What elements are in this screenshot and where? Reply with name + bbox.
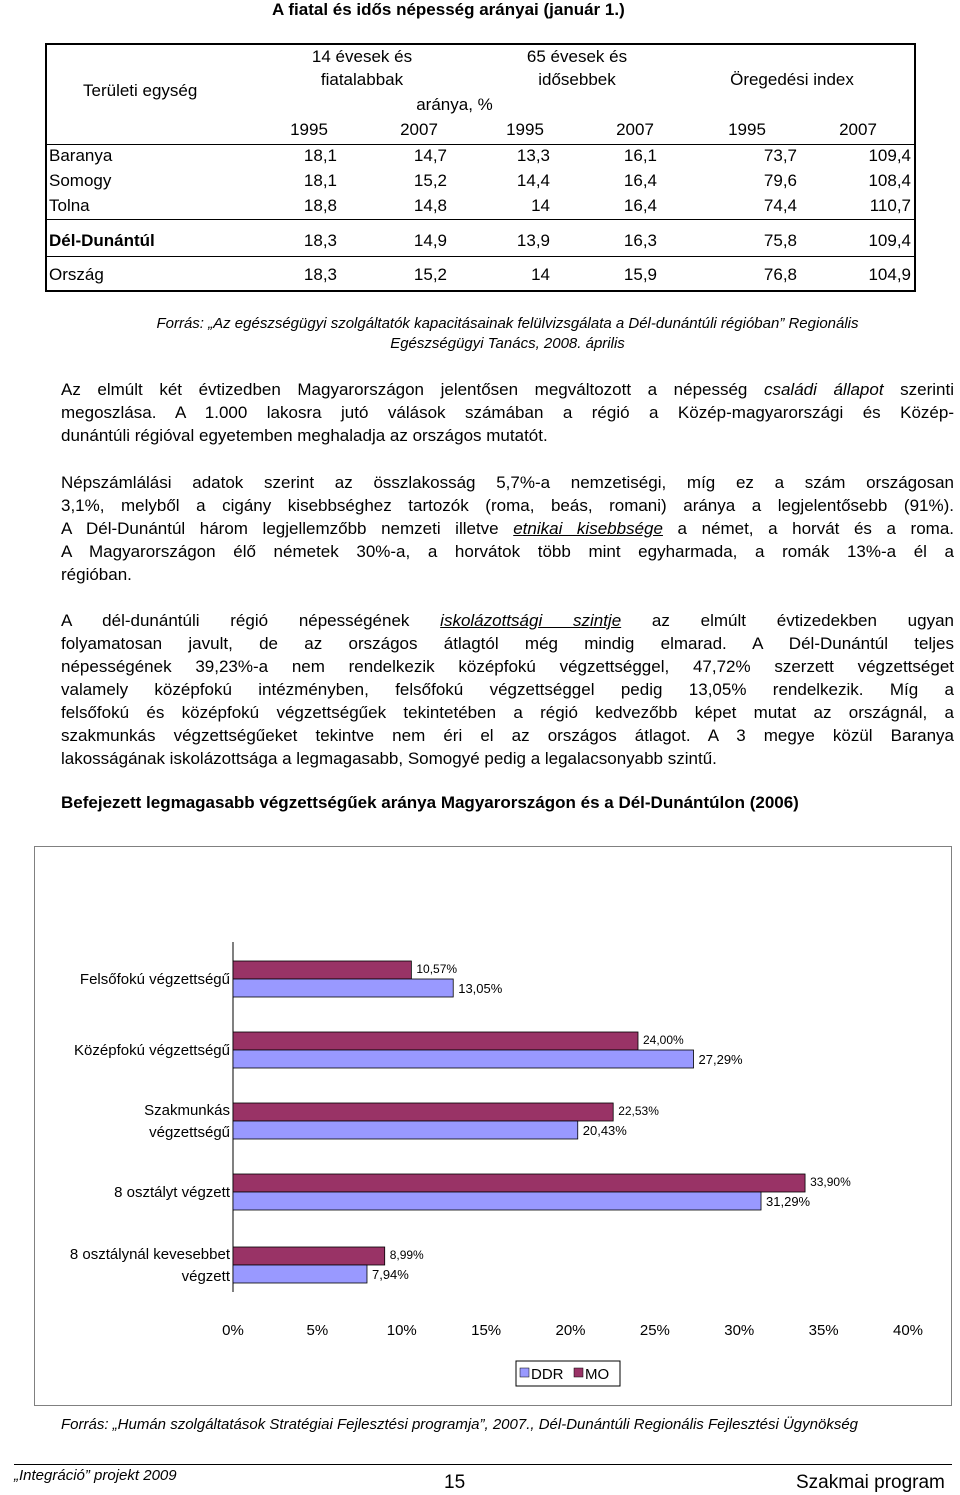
paragraph-marital <box>61 378 954 447</box>
bar-ddr <box>233 1265 367 1283</box>
year-header: 2007 <box>839 120 877 139</box>
x-tick-label: 5% <box>306 1322 329 1339</box>
table-cell: 110,7 <box>869 196 911 215</box>
col-group-2-line1: 65 évesek és <box>526 47 628 66</box>
table-cell: 18,1 <box>303 146 337 165</box>
data-label-ddr: 20,43% <box>582 1123 627 1138</box>
x-tick-label: 20% <box>555 1322 586 1339</box>
table-cell: 13,9 <box>516 231 550 250</box>
table-cell: 15,2 <box>413 171 447 190</box>
chart-heading: Befejezett legmagasabb végzettségűek aránya Magyarországon és a Dél-Dunántúlon (2006) <box>61 793 799 812</box>
year-header: 1995 <box>290 120 328 139</box>
table-cell: 14,7 <box>413 146 447 165</box>
text-line: 3,1%, melyből a cigány kisebbséghez tartozók (roma, beás, romani) aránya a legjelentősebb (91%). <box>61 496 954 515</box>
text-line: valamely középfokú intézményben, felsőfokú végzettséggel pedig 13,05% rendelkezik. Míg a <box>61 680 954 699</box>
bar-ddr <box>233 1050 694 1068</box>
row-label: Baranya <box>49 146 113 165</box>
chart-canvas <box>35 847 951 1405</box>
year-header: 2007 <box>616 120 654 139</box>
table-cell: 16,4 <box>623 171 657 190</box>
text-line: Népszámlálási adatok szerint az összlakosság 5,7%-a nemzetiségi, míg ez a szám országosan <box>61 473 954 492</box>
data-label-mo: 22,53% <box>618 1104 659 1118</box>
table-cell: 109,4 <box>868 231 911 250</box>
bar-mo <box>233 1174 805 1192</box>
data-label-ddr: 13,05% <box>458 981 503 996</box>
bar-ddr <box>233 1192 761 1210</box>
category-label: 8 osztálynál kevesebbet <box>69 1246 230 1263</box>
legend-swatch <box>574 1368 583 1377</box>
category-label: Felsőfokú végzettségű <box>79 971 230 988</box>
data-label-ddr: 27,29% <box>698 1052 743 1067</box>
col-group-1-line1: 14 évesek és <box>311 47 413 66</box>
bar-mo <box>233 1247 385 1265</box>
table-cell: 13,3 <box>516 146 550 165</box>
subheader: aránya, % <box>416 95 493 114</box>
text-line: népességének 39,23%-a nem rendelkezik középfokú végzettséggel, 47,72% szerzett végzettséget <box>61 657 954 676</box>
table-cell: 14,8 <box>413 196 447 215</box>
page-title: A fiatal és idős népesség arányai (január 1.) <box>272 0 625 19</box>
legend-label: DDR <box>531 1366 564 1383</box>
row-label: Somogy <box>49 171 112 190</box>
col-group-1-line2: fiatalabbak <box>320 70 404 89</box>
paragraph-nationality <box>61 471 954 586</box>
data-label-mo: 8,99% <box>389 1248 424 1262</box>
year-header: 2007 <box>400 120 438 139</box>
table-cell: 104,9 <box>868 265 911 284</box>
bar-mo <box>233 1032 638 1050</box>
text-line: megoszlása. A 1.000 lakosra jutó válások számában a régió a Közép-magyarországi és Közép- <box>61 403 954 422</box>
text-line: Az elmúlt két évtizedben Magyarországon jelentősen megváltozott a népesség családi állapot szerinti <box>61 380 954 399</box>
table-cell: 18,1 <box>303 171 337 190</box>
table-cell: 16,3 <box>623 231 657 250</box>
table-cell: 15,9 <box>623 265 657 284</box>
text-line: dunántúli régióval egyetemben meghaladja az országos mutatót. <box>61 426 548 445</box>
table-cell: 15,2 <box>413 265 447 284</box>
category-label: végzettségű <box>149 1124 230 1141</box>
page-number: 15 <box>444 1472 466 1493</box>
data-label-ddr: 7,94% <box>371 1267 409 1282</box>
table-cell: 18,3 <box>303 231 337 250</box>
chart-source: Forrás: „Humán szolgáltatások Stratégiai Fejlesztési programja”, 2007., Dél-Dunántúli Regionális Fejlesztési Ügynökség <box>61 1416 859 1433</box>
row-label: Dél-Dunántúl <box>49 231 155 250</box>
text-line: A dél-dunántúli régió népességének iskolázottsági szintje az elmúlt évtizedekben ugyan <box>61 611 954 630</box>
table-source <box>61 314 954 354</box>
row-label: Ország <box>49 265 104 284</box>
source-line: Forrás: „Az egészségügyi szolgáltatók kapacitásainak felülvizsgálata a Dél-dunántúli régióban” Regionális <box>156 315 859 332</box>
text-line: lakosságának iskolázottsága a legmagasabb, Somogyé pedig a legalacsonyabb szintű. <box>61 749 717 768</box>
data-label-ddr: 31,29% <box>766 1194 811 1209</box>
source-line: Egészségügyi Tanács, 2008. április <box>390 335 625 352</box>
table-divider <box>47 256 914 257</box>
col-group-3: Öregedési index <box>730 70 854 89</box>
bar-ddr <box>233 979 453 997</box>
table-cell: 18,8 <box>303 196 337 215</box>
legend-label: MO <box>585 1366 610 1383</box>
category-label: Középfokú végzettségű <box>74 1042 230 1059</box>
table-divider <box>47 144 914 145</box>
x-tick-label: 25% <box>639 1322 670 1339</box>
paragraph-education <box>61 609 954 770</box>
table-cell: 76,8 <box>763 265 797 284</box>
education-chart <box>34 846 952 1406</box>
footer-project: „Integráció” projekt 2009 <box>14 1467 177 1484</box>
x-tick-label: 0% <box>222 1322 244 1339</box>
text-line: folyamatosan javult, de az országos átlagtól még mindig elmarad. A Dél-Dunántúl teljes <box>61 634 954 653</box>
table-cell: 108,4 <box>868 171 911 190</box>
row-label: Tolna <box>49 196 90 215</box>
table-cell: 14 <box>531 196 550 215</box>
data-label-mo: 24,00% <box>643 1033 684 1047</box>
data-label-mo: 33,90% <box>810 1175 851 1189</box>
bar-ddr <box>233 1121 578 1139</box>
table-cell: 73,7 <box>763 146 797 165</box>
col-group-2-line2: idősebbek <box>538 70 616 89</box>
table-cell: 109,4 <box>868 146 911 165</box>
bar-mo <box>233 1103 613 1121</box>
text-line: felsőfokú és középfokú végzettségűek tekintetében a régió kedvezőbb képet mutat az országnál, a <box>61 703 954 722</box>
category-label: végzett <box>181 1268 230 1285</box>
table-cell: 79,6 <box>763 171 797 190</box>
year-header: 1995 <box>728 120 766 139</box>
year-header: 1995 <box>506 120 544 139</box>
text-line: szakmunkás végzettségűeket tekintve nem éri el az országos átlagot. A 3 megye közül Baranya <box>61 726 954 745</box>
x-tick-label: 15% <box>471 1322 502 1339</box>
data-label-mo: 10,57% <box>416 962 458 976</box>
table-cell: 14 <box>531 265 550 284</box>
bar-mo <box>233 961 411 979</box>
table-cell: 75,8 <box>763 231 797 250</box>
x-tick-label: 35% <box>808 1322 839 1339</box>
table-divider <box>47 219 914 220</box>
x-tick-label: 40% <box>892 1322 924 1339</box>
footer-section: Szakmai program <box>796 1472 945 1493</box>
text-line: régióban. <box>61 565 132 584</box>
category-label: 8 osztályt végzett <box>114 1184 230 1201</box>
table-cell: 74,4 <box>763 196 797 215</box>
text-line: A Magyarországon élő németek 30%-a, a horvátok több mint egyharmada, a romák 13%-a él a <box>61 542 954 561</box>
corner-header: Területi egység <box>83 81 198 100</box>
table-cell: 14,9 <box>413 231 447 250</box>
table-cell: 16,1 <box>623 146 657 165</box>
table-cell: 14,4 <box>516 171 550 190</box>
footer-rule <box>14 1464 952 1465</box>
table-cell: 18,3 <box>303 265 337 284</box>
category-label: Szakmunkás <box>144 1102 230 1119</box>
x-tick-label: 30% <box>724 1322 755 1339</box>
legend-swatch <box>520 1368 529 1377</box>
population-table <box>45 43 916 292</box>
table-cell: 16,4 <box>623 196 657 215</box>
x-tick-label: 10% <box>386 1322 417 1339</box>
text-line: A Dél-Dunántúl három legjellemzőbb nemzeti illetve etnikai kisebbsége a német, a horvát és a roma. <box>61 519 954 538</box>
